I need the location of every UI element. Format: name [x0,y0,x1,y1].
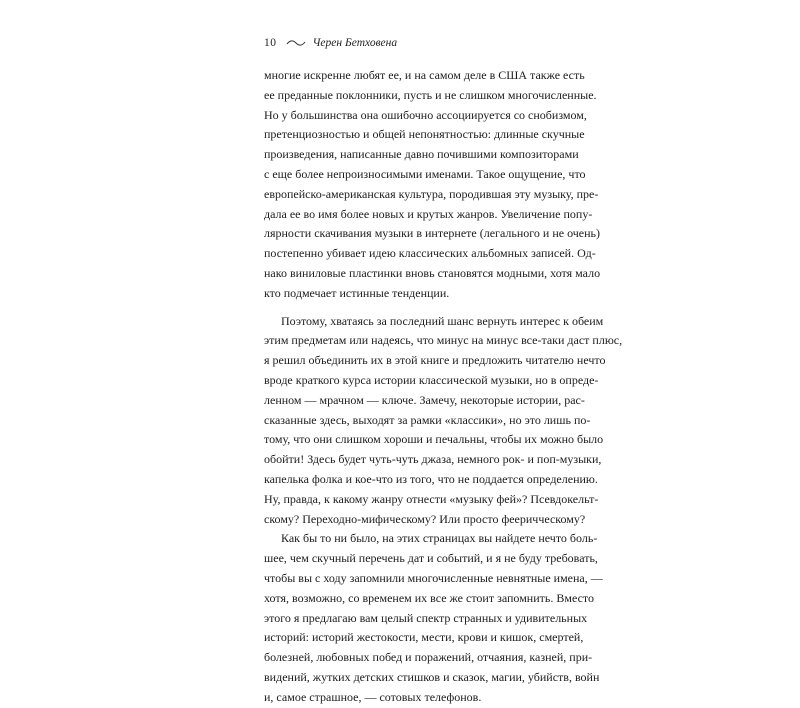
text-line: многие искренне любят ее, и на самом деле в США также есть [264,68,585,82]
text-line: историй: историй жестокости, мести, крови и кишок, смертей, [264,630,584,645]
paragraph [264,66,601,304]
text-line: скому? Переходно-мифическому? Или просто фееричческому? [264,511,586,526]
text-line: хотя, возможно, со временем их все же стоит запомнить. Вместо [264,590,594,605]
text-line: чтобы вы с ходу запомнили многочисленные невнятные имена, — [264,570,603,585]
text-line: Поэтому, хватаясь за последний шанс вернуть интерес к обеим [281,313,604,328]
text-line: Как бы то ни было, на этих страницах вы найдете нечто боль- [281,531,598,546]
text-line: сказанные здесь, выходят за рамки «классики», но это лишь по- [264,412,591,427]
text-line: вроде краткого курса истории классической музыки, но в опреде- [264,372,599,387]
text-line: и, самое страшное, — сотовых телефонов. [264,689,482,704]
text-line: Но у большинства она ошибочно ассоциируется со снобизмом, [264,107,587,122]
paragraph [264,312,623,530]
paragraph [264,529,603,707]
text-line: дала ее во имя более новых и крутых жанров. Увеличение попу- [264,206,593,221]
text-line: шее, чем скучный перечень дат и событий, и я не буду требовать, [264,551,598,566]
text-line: этим предметам или надеясь, что минус на минус все-таки даст плюс, [264,333,623,348]
text-line: произведения, написанные давно почившими композиторами [264,147,579,162]
text-line: претенциозностью и общей непонятностью: длинные скучные [264,127,585,142]
text-line: болезней, любовных побед и поражений, отчаяния, казней, при- [264,650,593,665]
text-line: тому, что они слишком хороши и печальны, чтобы их можно было [264,432,604,447]
text-line: обойти! Здесь будет чуть-чуть джаза, немного рок- и поп-музыки, [264,452,602,467]
text-line: с еще более непроизносимыми именами. Такое ощущение, что [264,166,586,181]
paragraph-gap [264,304,536,312]
text-line: я решил объединить их в этой книге и предложить читателю нечто [264,353,606,368]
running-head [264,37,397,49]
body-text [264,66,623,708]
text-line: капелька фолка и кое-что из того, что не поддается определению. [264,471,598,486]
text-line: европейско-американская культура, породившая эту музыку, пре- [264,186,599,201]
text-line: нако виниловые пластинки вновь становятся модными, хотя мало [264,265,601,280]
text-line: лярности скачивания музыки в интернете (легального и не очень) [264,226,601,241]
text-line: Ну, правда, к какому жанру отнести «музыку фей»? Псевдокельт- [264,491,599,506]
text-line: видений, жутких детских стишков и сказок, магии, убийств, войн [264,669,600,684]
page-number: 10 [264,37,277,49]
text-line: кто подмечает истинные тенденции. [264,285,450,300]
running-title: Черен Бетховена [312,37,398,49]
tilde-ornament-icon [286,39,306,47]
text-line: ее преданные поклонники, пусть и не слишком многочисленные. [264,87,597,102]
text-line: ленном — мрачном — ключе. Замечу, некоторые истории, рас- [264,392,585,407]
text-line: этого я предлагаю вам целый спектр странных и удивительных [264,610,588,625]
text-line: постепенно убивает идею классических альбомных записей. Од- [264,246,596,261]
